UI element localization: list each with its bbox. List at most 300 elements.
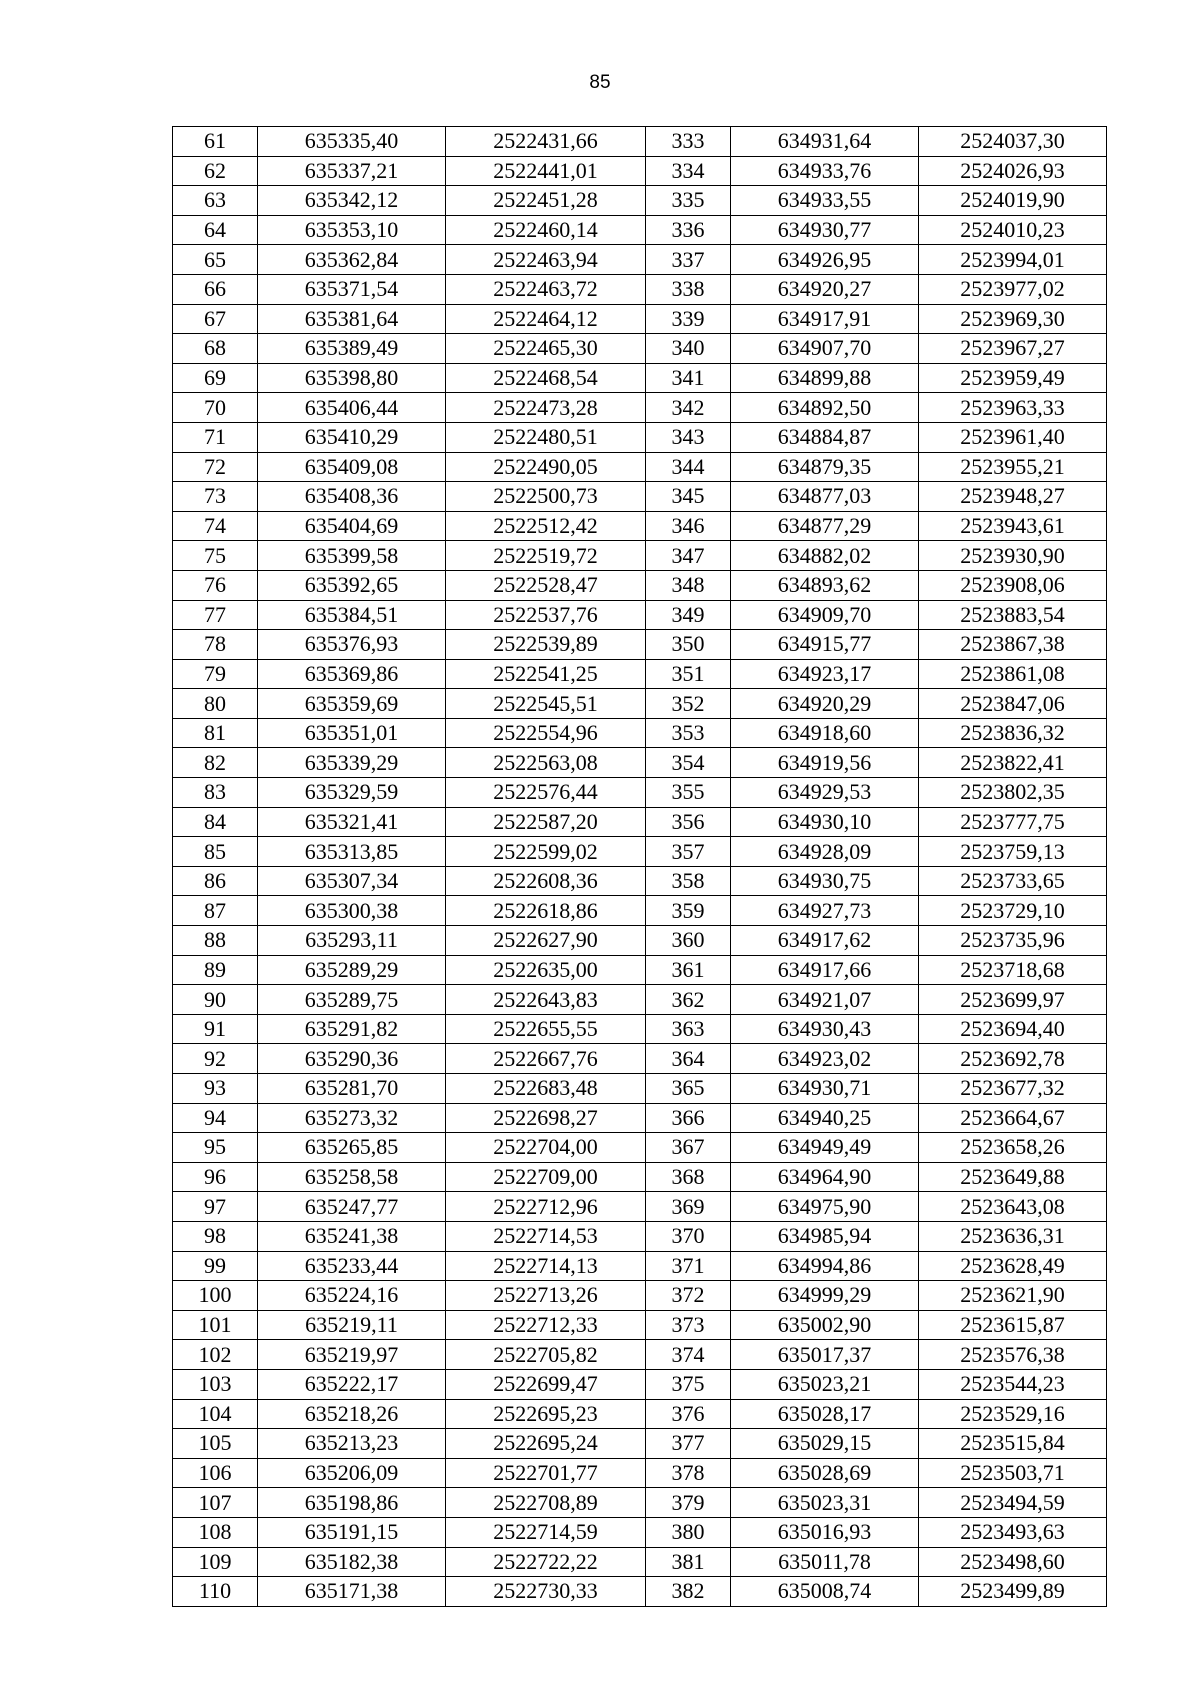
y-coordinate-cell: 2523694,40 xyxy=(919,1014,1107,1044)
point-number-cell: 61 xyxy=(173,127,258,157)
y-coordinate-cell: 2524010,23 xyxy=(919,215,1107,245)
table-row xyxy=(173,1429,1107,1459)
x-coordinate-cell: 634930,77 xyxy=(731,215,919,245)
y-coordinate-cell: 2522599,02 xyxy=(446,837,646,867)
point-number-cell: 76 xyxy=(173,570,258,600)
x-coordinate-cell: 635353,10 xyxy=(258,215,446,245)
table-row xyxy=(173,1251,1107,1281)
point-number-cell: 370 xyxy=(646,1221,731,1251)
table-row xyxy=(173,1517,1107,1547)
x-coordinate-cell: 635376,93 xyxy=(258,630,446,660)
y-coordinate-cell: 2523493,63 xyxy=(919,1517,1107,1547)
table-row xyxy=(173,1133,1107,1163)
x-coordinate-cell: 635329,59 xyxy=(258,778,446,808)
table-row xyxy=(173,511,1107,541)
x-coordinate-cell: 634892,50 xyxy=(731,393,919,423)
table-row xyxy=(173,1103,1107,1133)
y-coordinate-cell: 2522695,23 xyxy=(446,1399,646,1429)
point-number-cell: 77 xyxy=(173,600,258,630)
y-coordinate-cell: 2522576,44 xyxy=(446,778,646,808)
point-number-cell: 67 xyxy=(173,304,258,334)
x-coordinate-cell: 635321,41 xyxy=(258,807,446,837)
x-coordinate-cell: 635389,49 xyxy=(258,334,446,364)
x-coordinate-cell: 635017,37 xyxy=(731,1340,919,1370)
y-coordinate-cell: 2522608,36 xyxy=(446,866,646,896)
point-number-cell: 82 xyxy=(173,748,258,778)
y-coordinate-cell: 2522465,30 xyxy=(446,334,646,364)
page-number: 85 xyxy=(589,72,611,93)
y-coordinate-cell: 2523576,38 xyxy=(919,1340,1107,1370)
y-coordinate-cell: 2522714,59 xyxy=(446,1517,646,1547)
x-coordinate-cell: 634927,73 xyxy=(731,896,919,926)
x-coordinate-cell: 635359,69 xyxy=(258,689,446,719)
x-coordinate-cell: 635339,29 xyxy=(258,748,446,778)
x-coordinate-cell: 634985,94 xyxy=(731,1221,919,1251)
point-number-cell: 110 xyxy=(173,1577,258,1607)
point-number-cell: 97 xyxy=(173,1192,258,1222)
table-row xyxy=(173,630,1107,660)
y-coordinate-cell: 2523867,38 xyxy=(919,630,1107,660)
x-coordinate-cell: 634909,70 xyxy=(731,600,919,630)
x-coordinate-cell: 635399,58 xyxy=(258,541,446,571)
table-row xyxy=(173,156,1107,186)
point-number-cell: 71 xyxy=(173,422,258,452)
point-number-cell: 382 xyxy=(646,1577,731,1607)
point-number-cell: 68 xyxy=(173,334,258,364)
y-coordinate-cell: 2523994,01 xyxy=(919,245,1107,275)
x-coordinate-cell: 635222,17 xyxy=(258,1369,446,1399)
point-number-cell: 341 xyxy=(646,363,731,393)
point-number-cell: 349 xyxy=(646,600,731,630)
x-coordinate-cell: 634877,03 xyxy=(731,482,919,512)
table-row xyxy=(173,837,1107,867)
point-number-cell: 78 xyxy=(173,630,258,660)
x-coordinate-cell: 635258,58 xyxy=(258,1162,446,1192)
point-number-cell: 371 xyxy=(646,1251,731,1281)
y-coordinate-cell: 2522618,86 xyxy=(446,896,646,926)
table-row xyxy=(173,1014,1107,1044)
point-number-cell: 100 xyxy=(173,1281,258,1311)
point-number-cell: 72 xyxy=(173,452,258,482)
x-coordinate-cell: 635198,86 xyxy=(258,1488,446,1518)
point-number-cell: 334 xyxy=(646,156,731,186)
x-coordinate-cell: 634921,07 xyxy=(731,985,919,1015)
x-coordinate-cell: 634930,10 xyxy=(731,807,919,837)
point-number-cell: 98 xyxy=(173,1221,258,1251)
point-number-cell: 337 xyxy=(646,245,731,275)
point-number-cell: 80 xyxy=(173,689,258,719)
point-number-cell: 350 xyxy=(646,630,731,660)
point-number-cell: 333 xyxy=(646,127,731,157)
table-row xyxy=(173,1281,1107,1311)
point-number-cell: 90 xyxy=(173,985,258,1015)
y-coordinate-cell: 2522539,89 xyxy=(446,630,646,660)
y-coordinate-cell: 2523515,84 xyxy=(919,1429,1107,1459)
point-number-cell: 79 xyxy=(173,659,258,689)
point-number-cell: 102 xyxy=(173,1340,258,1370)
x-coordinate-cell: 634930,75 xyxy=(731,866,919,896)
y-coordinate-cell: 2523977,02 xyxy=(919,274,1107,304)
y-coordinate-cell: 2524019,90 xyxy=(919,186,1107,216)
y-coordinate-cell: 2522713,26 xyxy=(446,1281,646,1311)
table-row xyxy=(173,482,1107,512)
y-coordinate-cell: 2522730,33 xyxy=(446,1577,646,1607)
point-number-cell: 87 xyxy=(173,896,258,926)
point-number-cell: 342 xyxy=(646,393,731,423)
x-coordinate-cell: 634933,76 xyxy=(731,156,919,186)
y-coordinate-cell: 2522545,51 xyxy=(446,689,646,719)
y-coordinate-cell: 2523822,41 xyxy=(919,748,1107,778)
point-number-cell: 91 xyxy=(173,1014,258,1044)
point-number-cell: 74 xyxy=(173,511,258,541)
point-number-cell: 86 xyxy=(173,866,258,896)
point-number-cell: 345 xyxy=(646,482,731,512)
x-coordinate-cell: 635008,74 xyxy=(731,1577,919,1607)
x-coordinate-cell: 635293,11 xyxy=(258,926,446,956)
y-coordinate-cell: 2522500,73 xyxy=(446,482,646,512)
table-row xyxy=(173,1369,1107,1399)
x-coordinate-cell: 635392,65 xyxy=(258,570,446,600)
x-coordinate-cell: 635313,85 xyxy=(258,837,446,867)
x-coordinate-cell: 634931,64 xyxy=(731,127,919,157)
y-coordinate-cell: 2522705,82 xyxy=(446,1340,646,1370)
table-row xyxy=(173,1074,1107,1104)
y-coordinate-cell: 2523699,97 xyxy=(919,985,1107,1015)
point-number-cell: 103 xyxy=(173,1369,258,1399)
table-row xyxy=(173,127,1107,157)
table-row xyxy=(173,1458,1107,1488)
x-coordinate-cell: 635281,70 xyxy=(258,1074,446,1104)
point-number-cell: 93 xyxy=(173,1074,258,1104)
table-row xyxy=(173,215,1107,245)
x-coordinate-cell: 635029,15 xyxy=(731,1429,919,1459)
y-coordinate-cell: 2522698,27 xyxy=(446,1103,646,1133)
x-coordinate-cell: 635371,54 xyxy=(258,274,446,304)
y-coordinate-cell: 2524037,30 xyxy=(919,127,1107,157)
x-coordinate-cell: 635023,21 xyxy=(731,1369,919,1399)
y-coordinate-cell: 2522563,08 xyxy=(446,748,646,778)
point-number-cell: 96 xyxy=(173,1162,258,1192)
point-number-cell: 336 xyxy=(646,215,731,245)
y-coordinate-cell: 2522627,90 xyxy=(446,926,646,956)
point-number-cell: 99 xyxy=(173,1251,258,1281)
y-coordinate-cell: 2522635,00 xyxy=(446,955,646,985)
point-number-cell: 376 xyxy=(646,1399,731,1429)
y-coordinate-cell: 2523861,08 xyxy=(919,659,1107,689)
x-coordinate-cell: 634920,27 xyxy=(731,274,919,304)
point-number-cell: 106 xyxy=(173,1458,258,1488)
y-coordinate-cell: 2522554,96 xyxy=(446,718,646,748)
x-coordinate-cell: 635384,51 xyxy=(258,600,446,630)
y-coordinate-cell: 2523677,32 xyxy=(919,1074,1107,1104)
x-coordinate-cell: 635028,17 xyxy=(731,1399,919,1429)
x-coordinate-cell: 634933,55 xyxy=(731,186,919,216)
x-coordinate-cell: 635409,08 xyxy=(258,452,446,482)
y-coordinate-cell: 2523498,60 xyxy=(919,1547,1107,1577)
y-coordinate-cell: 2523735,96 xyxy=(919,926,1107,956)
point-number-cell: 101 xyxy=(173,1310,258,1340)
point-number-cell: 62 xyxy=(173,156,258,186)
table-row xyxy=(173,186,1107,216)
y-coordinate-cell: 2523643,08 xyxy=(919,1192,1107,1222)
table-row xyxy=(173,304,1107,334)
y-coordinate-cell: 2522704,00 xyxy=(446,1133,646,1163)
table-row xyxy=(173,363,1107,393)
y-coordinate-cell: 2523961,40 xyxy=(919,422,1107,452)
point-number-cell: 362 xyxy=(646,985,731,1015)
x-coordinate-cell: 635265,85 xyxy=(258,1133,446,1163)
x-coordinate-cell: 634929,53 xyxy=(731,778,919,808)
point-number-cell: 105 xyxy=(173,1429,258,1459)
y-coordinate-cell: 2523969,30 xyxy=(919,304,1107,334)
point-number-cell: 92 xyxy=(173,1044,258,1074)
point-number-cell: 104 xyxy=(173,1399,258,1429)
y-coordinate-cell: 2523959,49 xyxy=(919,363,1107,393)
x-coordinate-cell: 634930,43 xyxy=(731,1014,919,1044)
x-coordinate-cell: 634920,29 xyxy=(731,689,919,719)
x-coordinate-cell: 635342,12 xyxy=(258,186,446,216)
point-number-cell: 70 xyxy=(173,393,258,423)
x-coordinate-cell: 635289,75 xyxy=(258,985,446,1015)
y-coordinate-cell: 2522699,47 xyxy=(446,1369,646,1399)
point-number-cell: 363 xyxy=(646,1014,731,1044)
point-number-cell: 343 xyxy=(646,422,731,452)
table-row xyxy=(173,985,1107,1015)
point-number-cell: 355 xyxy=(646,778,731,808)
coordinates-table-body xyxy=(173,127,1107,1607)
point-number-cell: 94 xyxy=(173,1103,258,1133)
x-coordinate-cell: 634999,29 xyxy=(731,1281,919,1311)
point-number-cell: 381 xyxy=(646,1547,731,1577)
y-coordinate-cell: 2523621,90 xyxy=(919,1281,1107,1311)
x-coordinate-cell: 635247,77 xyxy=(258,1192,446,1222)
y-coordinate-cell: 2523499,89 xyxy=(919,1577,1107,1607)
point-number-cell: 65 xyxy=(173,245,258,275)
point-number-cell: 69 xyxy=(173,363,258,393)
y-coordinate-cell: 2523664,67 xyxy=(919,1103,1107,1133)
y-coordinate-cell: 2524026,93 xyxy=(919,156,1107,186)
point-number-cell: 89 xyxy=(173,955,258,985)
table-row xyxy=(173,1192,1107,1222)
x-coordinate-cell: 635362,84 xyxy=(258,245,446,275)
x-coordinate-cell: 635273,32 xyxy=(258,1103,446,1133)
x-coordinate-cell: 635219,97 xyxy=(258,1340,446,1370)
y-coordinate-cell: 2522587,20 xyxy=(446,807,646,837)
point-number-cell: 369 xyxy=(646,1192,731,1222)
x-coordinate-cell: 634884,87 xyxy=(731,422,919,452)
y-coordinate-cell: 2522528,47 xyxy=(446,570,646,600)
y-coordinate-cell: 2523658,26 xyxy=(919,1133,1107,1163)
point-number-cell: 66 xyxy=(173,274,258,304)
x-coordinate-cell: 635213,23 xyxy=(258,1429,446,1459)
y-coordinate-cell: 2523930,90 xyxy=(919,541,1107,571)
table-row xyxy=(173,1340,1107,1370)
point-number-cell: 358 xyxy=(646,866,731,896)
x-coordinate-cell: 635307,34 xyxy=(258,866,446,896)
point-number-cell: 346 xyxy=(646,511,731,541)
point-number-cell: 335 xyxy=(646,186,731,216)
x-coordinate-cell: 634899,88 xyxy=(731,363,919,393)
y-coordinate-cell: 2522709,00 xyxy=(446,1162,646,1192)
table-row xyxy=(173,748,1107,778)
x-coordinate-cell: 635218,26 xyxy=(258,1399,446,1429)
y-coordinate-cell: 2523649,88 xyxy=(919,1162,1107,1192)
y-coordinate-cell: 2523636,31 xyxy=(919,1221,1107,1251)
x-coordinate-cell: 635182,38 xyxy=(258,1547,446,1577)
point-number-cell: 357 xyxy=(646,837,731,867)
point-number-cell: 352 xyxy=(646,689,731,719)
point-number-cell: 88 xyxy=(173,926,258,956)
point-number-cell: 368 xyxy=(646,1162,731,1192)
y-coordinate-cell: 2523847,06 xyxy=(919,689,1107,719)
table-row xyxy=(173,896,1107,926)
y-coordinate-cell: 2522643,83 xyxy=(446,985,646,1015)
x-coordinate-cell: 635351,01 xyxy=(258,718,446,748)
y-coordinate-cell: 2522480,51 xyxy=(446,422,646,452)
table-row xyxy=(173,1044,1107,1074)
table-row xyxy=(173,778,1107,808)
y-coordinate-cell: 2523733,65 xyxy=(919,866,1107,896)
table-row xyxy=(173,1577,1107,1607)
x-coordinate-cell: 634907,70 xyxy=(731,334,919,364)
y-coordinate-cell: 2522512,42 xyxy=(446,511,646,541)
x-coordinate-cell: 634879,35 xyxy=(731,452,919,482)
point-number-cell: 364 xyxy=(646,1044,731,1074)
y-coordinate-cell: 2522460,14 xyxy=(446,215,646,245)
table-row xyxy=(173,541,1107,571)
x-coordinate-cell: 635206,09 xyxy=(258,1458,446,1488)
x-coordinate-cell: 635289,29 xyxy=(258,955,446,985)
point-number-cell: 108 xyxy=(173,1517,258,1547)
point-number-cell: 81 xyxy=(173,718,258,748)
table-row xyxy=(173,1310,1107,1340)
y-coordinate-cell: 2523529,16 xyxy=(919,1399,1107,1429)
x-coordinate-cell: 634926,95 xyxy=(731,245,919,275)
x-coordinate-cell: 634949,49 xyxy=(731,1133,919,1163)
table-row xyxy=(173,274,1107,304)
point-number-cell: 344 xyxy=(646,452,731,482)
table-row xyxy=(173,1399,1107,1429)
point-number-cell: 379 xyxy=(646,1488,731,1518)
y-coordinate-cell: 2523777,75 xyxy=(919,807,1107,837)
x-coordinate-cell: 635410,29 xyxy=(258,422,446,452)
point-number-cell: 377 xyxy=(646,1429,731,1459)
x-coordinate-cell: 634940,25 xyxy=(731,1103,919,1133)
point-number-cell: 107 xyxy=(173,1488,258,1518)
x-coordinate-cell: 635369,86 xyxy=(258,659,446,689)
y-coordinate-cell: 2522667,76 xyxy=(446,1044,646,1074)
y-coordinate-cell: 2522490,05 xyxy=(446,452,646,482)
table-row xyxy=(173,659,1107,689)
table-row xyxy=(173,718,1107,748)
y-coordinate-cell: 2523948,27 xyxy=(919,482,1107,512)
y-coordinate-cell: 2522722,22 xyxy=(446,1547,646,1577)
y-coordinate-cell: 2523943,61 xyxy=(919,511,1107,541)
y-coordinate-cell: 2523883,54 xyxy=(919,600,1107,630)
y-coordinate-cell: 2523615,87 xyxy=(919,1310,1107,1340)
y-coordinate-cell: 2522708,89 xyxy=(446,1488,646,1518)
point-number-cell: 338 xyxy=(646,274,731,304)
table-row xyxy=(173,245,1107,275)
point-number-cell: 365 xyxy=(646,1074,731,1104)
table-row xyxy=(173,689,1107,719)
x-coordinate-cell: 634877,29 xyxy=(731,511,919,541)
x-coordinate-cell: 635408,36 xyxy=(258,482,446,512)
point-number-cell: 353 xyxy=(646,718,731,748)
y-coordinate-cell: 2522431,66 xyxy=(446,127,646,157)
table-row xyxy=(173,452,1107,482)
table-row xyxy=(173,955,1107,985)
y-coordinate-cell: 2522519,72 xyxy=(446,541,646,571)
point-number-cell: 354 xyxy=(646,748,731,778)
table-row xyxy=(173,1488,1107,1518)
table-row xyxy=(173,570,1107,600)
point-number-cell: 347 xyxy=(646,541,731,571)
y-coordinate-cell: 2522541,25 xyxy=(446,659,646,689)
x-coordinate-cell: 635011,78 xyxy=(731,1547,919,1577)
point-number-cell: 351 xyxy=(646,659,731,689)
y-coordinate-cell: 2522463,72 xyxy=(446,274,646,304)
x-coordinate-cell: 635398,80 xyxy=(258,363,446,393)
point-number-cell: 64 xyxy=(173,215,258,245)
y-coordinate-cell: 2522712,96 xyxy=(446,1192,646,1222)
x-coordinate-cell: 634915,77 xyxy=(731,630,919,660)
coordinates-table xyxy=(172,126,1107,1607)
point-number-cell: 85 xyxy=(173,837,258,867)
x-coordinate-cell: 635028,69 xyxy=(731,1458,919,1488)
y-coordinate-cell: 2522468,54 xyxy=(446,363,646,393)
point-number-cell: 373 xyxy=(646,1310,731,1340)
point-number-cell: 375 xyxy=(646,1369,731,1399)
y-coordinate-cell: 2523718,68 xyxy=(919,955,1107,985)
x-coordinate-cell: 635233,44 xyxy=(258,1251,446,1281)
y-coordinate-cell: 2522655,55 xyxy=(446,1014,646,1044)
y-coordinate-cell: 2523759,13 xyxy=(919,837,1107,867)
y-coordinate-cell: 2523494,59 xyxy=(919,1488,1107,1518)
table-row xyxy=(173,926,1107,956)
y-coordinate-cell: 2523963,33 xyxy=(919,393,1107,423)
x-coordinate-cell: 634994,86 xyxy=(731,1251,919,1281)
point-number-cell: 109 xyxy=(173,1547,258,1577)
point-number-cell: 348 xyxy=(646,570,731,600)
y-coordinate-cell: 2522683,48 xyxy=(446,1074,646,1104)
point-number-cell: 95 xyxy=(173,1133,258,1163)
x-coordinate-cell: 634917,66 xyxy=(731,955,919,985)
table-row xyxy=(173,393,1107,423)
point-number-cell: 339 xyxy=(646,304,731,334)
table-row xyxy=(173,866,1107,896)
x-coordinate-cell: 634893,62 xyxy=(731,570,919,600)
point-number-cell: 372 xyxy=(646,1281,731,1311)
y-coordinate-cell: 2523628,49 xyxy=(919,1251,1107,1281)
x-coordinate-cell: 634964,90 xyxy=(731,1162,919,1192)
y-coordinate-cell: 2522701,77 xyxy=(446,1458,646,1488)
x-coordinate-cell: 635219,11 xyxy=(258,1310,446,1340)
table-row xyxy=(173,1547,1107,1577)
x-coordinate-cell: 634928,09 xyxy=(731,837,919,867)
point-number-cell: 359 xyxy=(646,896,731,926)
y-coordinate-cell: 2522695,24 xyxy=(446,1429,646,1459)
table-row xyxy=(173,334,1107,364)
point-number-cell: 380 xyxy=(646,1517,731,1547)
x-coordinate-cell: 635381,64 xyxy=(258,304,446,334)
x-coordinate-cell: 634930,71 xyxy=(731,1074,919,1104)
table-row xyxy=(173,1162,1107,1192)
y-coordinate-cell: 2523802,35 xyxy=(919,778,1107,808)
x-coordinate-cell: 634917,91 xyxy=(731,304,919,334)
x-coordinate-cell: 635290,36 xyxy=(258,1044,446,1074)
x-coordinate-cell: 634918,60 xyxy=(731,718,919,748)
